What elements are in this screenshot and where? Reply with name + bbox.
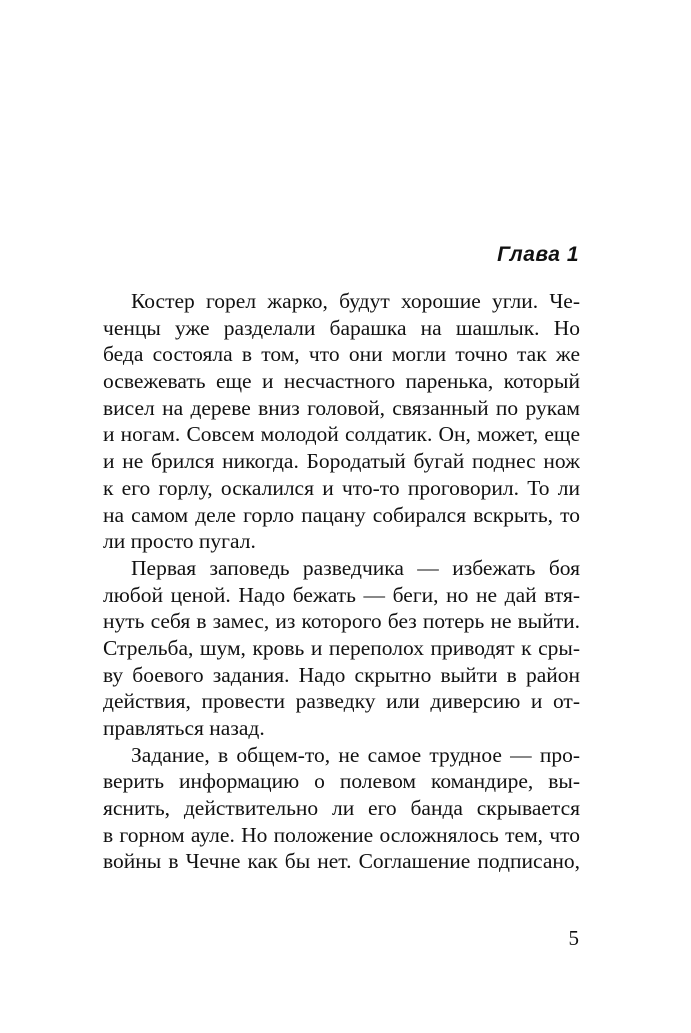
text-line: на самом деле горло пацану собирался вскрыть, то: [103, 502, 580, 527]
body-text: [103, 288, 580, 875]
text-line: верить информацию о полевом командире, вы-: [103, 769, 580, 794]
text-line: Первая заповедь разведчика — избежать боя: [131, 555, 580, 580]
text-line: ли просто пугал.: [103, 529, 256, 554]
text-line: яснить, действительно ли его банда скрывается: [103, 796, 580, 821]
text-line: висел на дереве вниз головой, связанный по рукам: [103, 395, 580, 420]
text-line: любой ценой. Надо бежать — беги, но не дай втя-: [103, 582, 580, 607]
text-line: действия, провести разведку или диверсию и от-: [103, 689, 580, 714]
text-line: ченцы уже разделали барашка на шашлык. Но: [103, 315, 580, 340]
text-line: правляться назад.: [103, 716, 265, 740]
page-number: 5: [568, 926, 579, 950]
text-line: ву боевого задания. Надо скрытно выйти в район: [103, 662, 580, 687]
text-line: Костер горел жарко, будут хорошие угли. Че-: [131, 289, 580, 313]
text-line: нуть себя в замес, из которого без потерь не выйти.: [103, 609, 580, 634]
text-line: Стрельба, шум, кровь и переполох приводят к сры-: [103, 635, 580, 660]
text-line: беда состояла в том, что они могли точно так же: [103, 342, 580, 367]
chapter-title: Глава 1: [497, 243, 579, 266]
text-line: в горном ауле. Но положение осложнялось тем, что: [103, 822, 580, 847]
text-line: Задание, в общем-то, не самое трудное — про-: [131, 742, 580, 767]
text-line: к его горлу, оскалился и что-то проговорил. То ли: [103, 475, 580, 500]
text-line: войны в Чечне как бы нет. Соглашение подписано,: [103, 849, 580, 874]
text-line: освежевать еще и несчастного паренька, который: [103, 369, 580, 394]
text-line: и ногам. Совсем молодой солдатик. Он, может, еще: [103, 422, 580, 447]
text-line: и не брился никогда. Бородатый бугай поднес нож: [103, 449, 580, 474]
